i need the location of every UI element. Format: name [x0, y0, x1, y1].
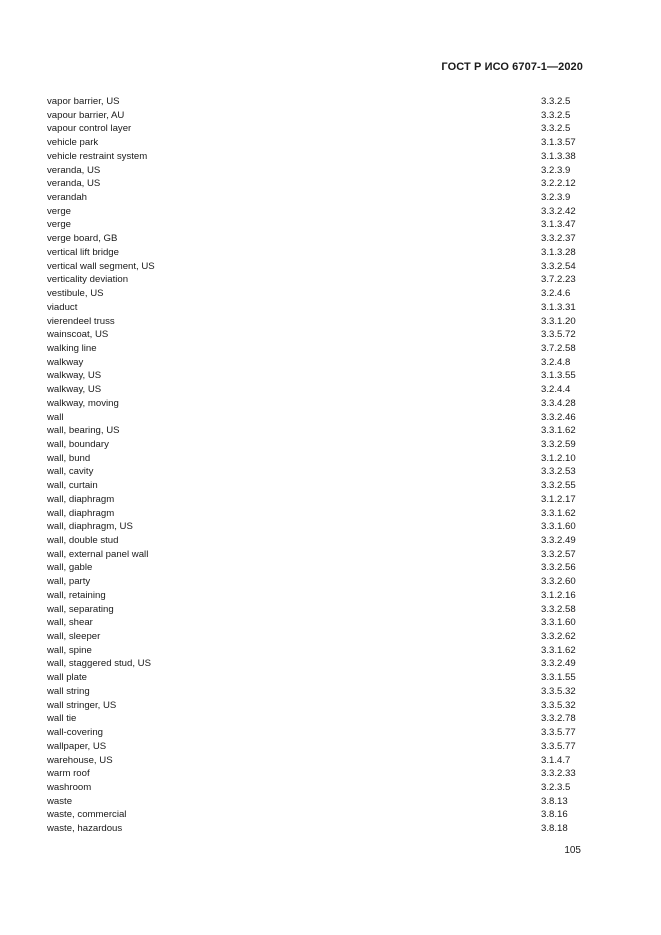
index-term: wall, diaphragm — [47, 493, 115, 505]
index-term: walkway, US — [47, 384, 102, 396]
index-reference: 3.1.3.57 — [541, 137, 576, 149]
index-entry — [47, 232, 583, 246]
index-term: wall, spine — [47, 644, 92, 656]
index-entry — [47, 315, 583, 329]
index-entry — [47, 685, 583, 699]
index-reference: 3.3.2.54 — [541, 260, 576, 272]
index-entry — [47, 411, 583, 425]
index-term: wall, sleeper — [47, 631, 101, 643]
index-term: wall stringer, US — [47, 699, 117, 711]
index-reference: 3.3.5.32 — [541, 699, 576, 711]
index-entry — [47, 397, 583, 411]
index-reference: 3.3.1.62 — [541, 644, 576, 656]
index-reference: 3.7.2.23 — [541, 274, 576, 286]
index-reference: 3.3.2.55 — [541, 480, 576, 492]
index-term: wainscoat, US — [47, 329, 109, 341]
index-term: walkway, moving — [47, 397, 119, 409]
index-term: wall, bund — [47, 452, 91, 464]
index-reference: 3.1.3.55 — [541, 370, 576, 382]
index-term: wall, retaining — [47, 589, 106, 601]
index-reference: 3.3.5.77 — [541, 727, 576, 739]
index-reference: 3.3.2.42 — [541, 205, 576, 217]
index-entry — [47, 575, 583, 589]
index-term: wall, external panel wall — [47, 548, 149, 560]
index-term: vehicle restraint system — [47, 150, 148, 162]
index-term: wall, double stud — [47, 535, 119, 546]
index-term: wall, shear — [47, 617, 93, 629]
index-term: waste — [47, 795, 73, 807]
index-entry — [47, 273, 583, 287]
index-entry — [47, 150, 583, 164]
index-entry — [47, 342, 583, 356]
index-entry — [47, 136, 583, 150]
index-reference: 3.2.4.4 — [541, 384, 571, 396]
index-reference: 3.3.2.60 — [541, 576, 576, 588]
index-reference: 3.3.2.5 — [541, 109, 571, 121]
index-entry — [47, 95, 583, 109]
index-entry — [47, 493, 583, 507]
index-reference: 3.1.2.10 — [541, 452, 576, 464]
index-entry — [47, 767, 583, 781]
index-term: verge board, GB — [47, 233, 118, 245]
index-term: vehicle park — [47, 137, 99, 149]
index-term: walkway, US — [47, 370, 102, 382]
index-reference: 3.3.1.62 — [541, 507, 576, 519]
page-number: 105 — [564, 845, 581, 856]
index-reference: 3.3.1.55 — [541, 672, 576, 684]
index-entry — [47, 671, 583, 685]
index-reference: 3.3.5.32 — [541, 685, 576, 697]
index-reference: 3.3.1.20 — [541, 315, 576, 327]
index-reference: 3.3.2.58 — [541, 603, 576, 615]
index-entry — [47, 122, 583, 136]
index-entry — [47, 191, 583, 205]
index-term: wall plate — [47, 672, 87, 684]
index-reference: 3.3.2.37 — [541, 233, 576, 245]
index-term: viaduct — [47, 301, 78, 313]
index-reference: 3.3.2.62 — [541, 631, 576, 643]
index-term: wall string — [47, 685, 90, 697]
index-entry — [47, 424, 583, 438]
index-entry — [47, 630, 583, 644]
index-entry — [47, 534, 583, 548]
index-entry — [47, 520, 583, 534]
index-reference: 3.1.3.38 — [541, 150, 576, 162]
index-reference: 3.1.3.31 — [541, 301, 576, 313]
index-term: wall, boundary — [47, 438, 109, 450]
index-term: wall, gable — [47, 562, 93, 574]
index-term: verandah — [47, 192, 88, 204]
index-term: vertical wall segment, US — [47, 260, 155, 272]
index-entry — [47, 726, 583, 740]
index-reference: 3.3.5.72 — [541, 329, 576, 341]
index-reference: 3.8.16 — [541, 809, 568, 821]
index-reference: 3.3.1.60 — [541, 617, 576, 629]
index-reference: 3.1.3.28 — [541, 246, 576, 258]
index-term: wall, staggered stud, US — [47, 658, 151, 670]
index-entry — [47, 205, 583, 219]
index-term: verge — [47, 219, 71, 231]
index-term: waste, hazardous — [47, 823, 123, 835]
index-term: wall, party — [47, 576, 91, 588]
index-reference: 3.3.2.78 — [541, 713, 576, 725]
index-term: wallpaper, US — [47, 740, 107, 752]
index-entry — [47, 260, 583, 274]
index-entry — [47, 548, 583, 562]
index-term: verticality deviation — [47, 274, 129, 286]
index-term: wall, bearing, US — [47, 425, 120, 437]
index-reference: 3.2.3.5 — [541, 781, 571, 793]
index-term: wall — [47, 411, 64, 423]
index-entry — [47, 328, 583, 342]
index-reference: 3.3.2.33 — [541, 768, 576, 780]
index-entry — [47, 616, 583, 630]
index-entry — [47, 657, 583, 671]
index-entry — [47, 246, 583, 260]
index-term: vestibule, US — [47, 288, 104, 300]
index-term: warehouse, US — [47, 754, 113, 766]
index-term: vapour barrier, AU — [47, 109, 125, 121]
index-reference: 3.8.13 — [541, 795, 568, 807]
index-reference: 3.3.5.77 — [541, 740, 576, 752]
index-term: warm roof — [47, 768, 90, 780]
index-term: wall, diaphragm, US — [47, 521, 133, 533]
index-term: veranda, US — [47, 178, 101, 190]
index-term: washroom — [47, 781, 92, 793]
index-entry — [47, 164, 583, 178]
index-entry — [47, 644, 583, 658]
index-term: wall, curtain — [47, 480, 98, 492]
index-term: vapor barrier, US — [47, 96, 120, 107]
index-entry — [47, 561, 583, 575]
index-reference: 3.8.18 — [541, 823, 568, 835]
index-term: veranda, US — [47, 164, 101, 176]
index-list — [47, 95, 583, 836]
index-entry — [47, 301, 583, 315]
index-entry — [47, 287, 583, 301]
index-entry — [47, 507, 583, 521]
index-reference: 3.3.2.56 — [541, 562, 576, 574]
index-term: wall, diaphragm — [47, 507, 115, 519]
index-reference: 3.3.2.5 — [541, 96, 571, 107]
index-entry — [47, 218, 583, 232]
index-entry — [47, 740, 583, 754]
index-reference: 3.2.2.12 — [541, 178, 576, 190]
index-entry — [47, 754, 583, 768]
index-term: wall tie — [47, 713, 77, 725]
index-term: wall, separating — [47, 603, 114, 615]
index-reference: 3.2.4.6 — [541, 288, 571, 300]
index-entry — [47, 795, 583, 809]
index-reference: 3.1.3.47 — [541, 219, 576, 231]
index-reference: 3.3.2.57 — [541, 548, 576, 560]
index-term: walkway — [47, 356, 84, 368]
index-reference: 3.3.4.28 — [541, 397, 576, 409]
index-reference: 3.1.2.16 — [541, 589, 576, 601]
index-entry — [47, 603, 583, 617]
index-reference: 3.3.2.46 — [541, 411, 576, 423]
index-entry — [47, 822, 583, 836]
index-reference: 3.3.2.53 — [541, 466, 576, 478]
index-reference: 3.3.2.5 — [541, 123, 571, 135]
index-entry — [47, 465, 583, 479]
index-reference: 3.2.3.9 — [541, 164, 571, 176]
index-reference: 3.2.4.8 — [541, 356, 571, 368]
index-reference: 3.3.2.49 — [541, 535, 576, 546]
index-term: walking line — [47, 342, 97, 354]
index-term: vierendeel truss — [47, 315, 115, 327]
index-entry — [47, 479, 583, 493]
index-entry — [47, 369, 583, 383]
index-entry — [47, 356, 583, 370]
index-entry — [47, 452, 583, 466]
index-entry — [47, 177, 583, 191]
index-term: vapour control layer — [47, 123, 132, 135]
index-entry — [47, 781, 583, 795]
index-entry — [47, 808, 583, 822]
index-reference: 3.3.2.59 — [541, 438, 576, 450]
index-reference: 3.1.4.7 — [541, 754, 571, 766]
index-entry — [47, 699, 583, 713]
index-entry — [47, 109, 583, 123]
index-reference: 3.7.2.58 — [541, 342, 576, 354]
index-entry — [47, 589, 583, 603]
document-header: ГОСТ Р ИСО 6707-1—2020 — [441, 61, 583, 73]
index-reference: 3.3.1.60 — [541, 521, 576, 533]
index-reference: 3.3.1.62 — [541, 425, 576, 437]
index-entry — [47, 438, 583, 452]
index-term: wall-covering — [47, 727, 103, 739]
index-term: waste, commercial — [47, 809, 127, 821]
index-reference: 3.2.3.9 — [541, 192, 571, 204]
index-term: vertical lift bridge — [47, 246, 119, 258]
index-entry — [47, 383, 583, 397]
index-term: wall, cavity — [47, 466, 94, 478]
index-term: verge — [47, 205, 71, 217]
index-entry — [47, 712, 583, 726]
index-reference: 3.1.2.17 — [541, 493, 576, 505]
index-reference: 3.3.2.49 — [541, 658, 576, 670]
